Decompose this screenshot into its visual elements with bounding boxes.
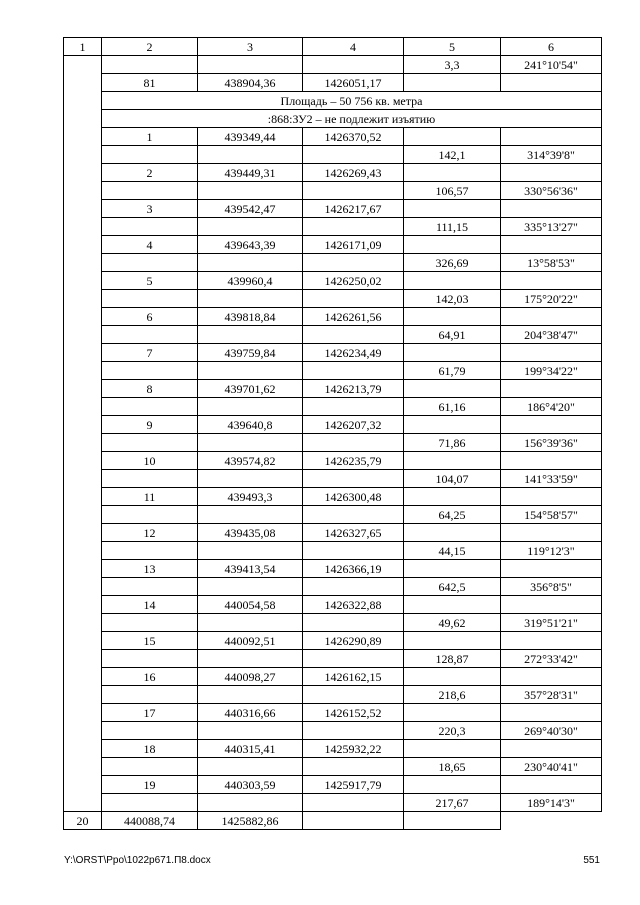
point-number-cell: 18 — [102, 740, 198, 758]
area-row — [64, 92, 602, 110]
point-row — [64, 812, 602, 830]
point-row — [64, 452, 602, 470]
empty-cell — [404, 524, 501, 542]
angle-cell: 199°34'22" — [501, 362, 602, 380]
empty-cell — [102, 326, 198, 344]
empty-cell — [102, 56, 198, 74]
segment-row — [64, 506, 602, 524]
x-coordinate-cell: 439542,47 — [198, 200, 303, 218]
empty-cell — [303, 290, 404, 308]
segment-row — [64, 362, 602, 380]
segment-row — [64, 182, 602, 200]
empty-cell — [404, 632, 501, 650]
x-coordinate-cell: 439435,08 — [198, 524, 303, 542]
angle-cell: 189°14'3" — [501, 794, 602, 812]
empty-cell — [102, 182, 198, 200]
empty-cell — [102, 614, 198, 632]
y-coordinate-cell: 1426235,79 — [303, 452, 404, 470]
empty-cell — [102, 290, 198, 308]
x-coordinate-cell: 438904,36 — [198, 74, 303, 92]
empty-cell — [404, 272, 501, 290]
empty-cell — [501, 704, 602, 722]
y-coordinate-cell: 1426300,48 — [303, 488, 404, 506]
empty-cell — [303, 542, 404, 560]
y-coordinate-cell: 1426162,15 — [303, 668, 404, 686]
y-coordinate-cell: 1426217,67 — [303, 200, 404, 218]
empty-cell — [404, 74, 501, 92]
empty-cell — [303, 506, 404, 524]
segment-row — [64, 470, 602, 488]
y-coordinate-cell: 1426261,56 — [303, 308, 404, 326]
empty-cell — [102, 722, 198, 740]
y-coordinate-cell: 1425882,86 — [198, 812, 303, 830]
empty-cell — [501, 128, 602, 146]
distance-cell: 64,25 — [404, 506, 501, 524]
angle-cell: 356°8'5" — [501, 578, 602, 596]
empty-cell — [198, 56, 303, 74]
segment-row — [64, 542, 602, 560]
y-coordinate-cell: 1426234,49 — [303, 344, 404, 362]
empty-cell — [198, 506, 303, 524]
angle-cell: 314°39'8" — [501, 146, 602, 164]
empty-cell — [198, 398, 303, 416]
y-coordinate-cell: 1426322,88 — [303, 596, 404, 614]
empty-cell — [102, 686, 198, 704]
y-coordinate-cell: 1426171,09 — [303, 236, 404, 254]
point-number-cell: 12 — [102, 524, 198, 542]
empty-cell — [404, 488, 501, 506]
empty-cell — [501, 416, 602, 434]
empty-cell — [303, 434, 404, 452]
empty-cell — [501, 740, 602, 758]
empty-cell — [501, 776, 602, 794]
segment-row — [64, 434, 602, 452]
empty-cell — [198, 578, 303, 596]
empty-cell — [303, 56, 404, 74]
distance-cell: 128,87 — [404, 650, 501, 668]
empty-cell — [102, 650, 198, 668]
x-coordinate-cell: 439960,4 — [198, 272, 303, 290]
empty-cell — [198, 722, 303, 740]
table-body — [64, 38, 602, 830]
x-coordinate-cell: 439349,44 — [198, 128, 303, 146]
point-number-cell: 17 — [102, 704, 198, 722]
point-row — [64, 236, 602, 254]
empty-cell — [501, 668, 602, 686]
empty-cell — [303, 218, 404, 236]
distance-cell: 642,5 — [404, 578, 501, 596]
empty-cell — [404, 452, 501, 470]
empty-cell — [102, 506, 198, 524]
footer-file-path: Y:\ORST\Ppo\1022p671.П8.docx — [64, 855, 211, 866]
header-cell-3: 3 — [198, 38, 303, 56]
segment-row — [64, 650, 602, 668]
segment-row — [64, 578, 602, 596]
empty-cell — [404, 776, 501, 794]
distance-cell: 18,65 — [404, 758, 501, 776]
distance-cell: 61,16 — [404, 398, 501, 416]
empty-cell — [404, 560, 501, 578]
empty-cell — [501, 560, 602, 578]
point-number-cell: 14 — [102, 596, 198, 614]
y-coordinate-cell: 1425917,79 — [303, 776, 404, 794]
x-coordinate-cell: 439759,84 — [198, 344, 303, 362]
empty-cell — [501, 380, 602, 398]
point-number-cell: 6 — [102, 308, 198, 326]
empty-cell — [102, 434, 198, 452]
segment-row — [64, 290, 602, 308]
point-number-cell: 1 — [102, 128, 198, 146]
point-number-cell: 3 — [102, 200, 198, 218]
empty-cell — [404, 812, 501, 830]
x-coordinate-cell: 439643,39 — [198, 236, 303, 254]
y-coordinate-cell: 1426327,65 — [303, 524, 404, 542]
point-row — [64, 380, 602, 398]
point-number-cell: 10 — [102, 452, 198, 470]
x-coordinate-cell: 439449,31 — [198, 164, 303, 182]
empty-cell — [404, 344, 501, 362]
empty-cell — [102, 470, 198, 488]
angle-cell: 230°40'41" — [501, 758, 602, 776]
empty-cell — [198, 326, 303, 344]
point-row — [64, 272, 602, 290]
empty-cell — [501, 272, 602, 290]
empty-cell — [501, 236, 602, 254]
y-coordinate-cell: 1426269,43 — [303, 164, 404, 182]
angle-cell: 13°58'53" — [501, 254, 602, 272]
empty-cell — [303, 614, 404, 632]
angle-cell: 141°33'59" — [501, 470, 602, 488]
empty-cell — [303, 722, 404, 740]
distance-cell: 44,15 — [404, 542, 501, 560]
segment-row — [64, 146, 602, 164]
empty-cell — [102, 218, 198, 236]
point-number-cell: 5 — [102, 272, 198, 290]
x-coordinate-cell: 439640,8 — [198, 416, 303, 434]
angle-cell: 119°12'3" — [501, 542, 602, 560]
point-number-cell: 9 — [102, 416, 198, 434]
segment-row — [64, 254, 602, 272]
distance-cell: 61,79 — [404, 362, 501, 380]
angle-cell: 154°58'57" — [501, 506, 602, 524]
y-coordinate-cell: 1426152,52 — [303, 704, 404, 722]
empty-cell — [102, 146, 198, 164]
x-coordinate-cell: 439701,62 — [198, 380, 303, 398]
empty-cell — [404, 236, 501, 254]
empty-cell — [198, 146, 303, 164]
distance-cell: 111,15 — [404, 218, 501, 236]
header-cell-5: 5 — [404, 38, 501, 56]
angle-cell: 241°10'54" — [501, 56, 602, 74]
y-coordinate-cell: 1426370,52 — [303, 128, 404, 146]
point-row — [64, 632, 602, 650]
point-row — [64, 488, 602, 506]
distance-cell: 218,6 — [404, 686, 501, 704]
point-row — [64, 200, 602, 218]
point-row — [64, 776, 602, 794]
distance-cell: 49,62 — [404, 614, 501, 632]
point-number-cell: 13 — [102, 560, 198, 578]
point-row — [64, 164, 602, 182]
distance-cell: 142,1 — [404, 146, 501, 164]
empty-cell — [198, 470, 303, 488]
angle-cell: 175°20'22" — [501, 290, 602, 308]
distance-cell: 3,3 — [404, 56, 501, 74]
point-row — [64, 668, 602, 686]
x-coordinate-cell: 439493,3 — [198, 488, 303, 506]
angle-cell: 186°4'20" — [501, 398, 602, 416]
distance-cell: 106,57 — [404, 182, 501, 200]
empty-cell — [501, 632, 602, 650]
distance-cell: 71,86 — [404, 434, 501, 452]
footer-page-number: 551 — [583, 855, 600, 866]
empty-cell — [198, 686, 303, 704]
x-coordinate-cell: 440054,58 — [198, 596, 303, 614]
point-row — [64, 128, 602, 146]
empty-cell — [303, 794, 404, 812]
distance-cell: 142,03 — [404, 290, 501, 308]
section-title: :868:ЗУ2 – не подлежит изъятию — [102, 110, 602, 128]
header-row — [64, 38, 602, 56]
header-cell-1: 1 — [64, 38, 102, 56]
empty-cell — [404, 200, 501, 218]
x-coordinate-cell: 439818,84 — [198, 308, 303, 326]
segment-row — [64, 614, 602, 632]
empty-cell — [501, 524, 602, 542]
point-row — [64, 344, 602, 362]
point-row — [64, 560, 602, 578]
y-coordinate-cell: 1426051,17 — [303, 74, 404, 92]
point-number-cell: 19 — [102, 776, 198, 794]
empty-cell — [198, 254, 303, 272]
angle-cell: 204°38'47" — [501, 326, 602, 344]
empty-cell — [404, 128, 501, 146]
empty-cell — [303, 686, 404, 704]
empty-cell — [303, 470, 404, 488]
empty-cell — [102, 542, 198, 560]
segment-row — [64, 686, 602, 704]
empty-cell — [404, 308, 501, 326]
empty-cell — [198, 542, 303, 560]
point-number-cell: 81 — [102, 74, 198, 92]
point-row — [64, 524, 602, 542]
x-coordinate-cell: 440092,51 — [198, 632, 303, 650]
empty-cell — [501, 200, 602, 218]
empty-cell — [404, 164, 501, 182]
empty-cell — [102, 578, 198, 596]
y-coordinate-cell: 1426250,02 — [303, 272, 404, 290]
point-number-cell: 16 — [102, 668, 198, 686]
angle-cell: 357°28'31" — [501, 686, 602, 704]
point-number-cell: 8 — [102, 380, 198, 398]
area-text: Площадь – 50 756 кв. метра — [102, 92, 602, 110]
empty-cell — [303, 758, 404, 776]
header-cell-2: 2 — [102, 38, 198, 56]
angle-cell: 156°39'36" — [501, 434, 602, 452]
point-number-cell: 15 — [102, 632, 198, 650]
section-row — [64, 110, 602, 128]
empty-cell — [198, 758, 303, 776]
empty-cell — [501, 308, 602, 326]
empty-cell — [198, 218, 303, 236]
segment-row — [64, 758, 602, 776]
empty-cell — [501, 344, 602, 362]
empty-cell — [303, 578, 404, 596]
empty-cell — [404, 668, 501, 686]
empty-cell — [501, 164, 602, 182]
empty-cell — [102, 362, 198, 380]
point-row — [64, 596, 602, 614]
y-coordinate-cell: 1425932,22 — [303, 740, 404, 758]
empty-cell — [501, 452, 602, 470]
segment-row — [64, 794, 602, 812]
y-coordinate-cell: 1426207,32 — [303, 416, 404, 434]
angle-cell: 272°33'42" — [501, 650, 602, 668]
empty-cell — [404, 704, 501, 722]
segment-row — [64, 722, 602, 740]
y-coordinate-cell: 1426366,19 — [303, 560, 404, 578]
empty-cell — [198, 362, 303, 380]
empty-cell — [198, 290, 303, 308]
angle-cell: 319°51'21" — [501, 614, 602, 632]
empty-cell — [404, 596, 501, 614]
x-coordinate-cell: 440088,74 — [102, 812, 198, 830]
y-coordinate-cell: 1426213,79 — [303, 380, 404, 398]
empty-cell — [102, 794, 198, 812]
empty-cell — [198, 794, 303, 812]
point-number-cell: 4 — [102, 236, 198, 254]
point-row — [64, 308, 602, 326]
point-number-cell: 2 — [102, 164, 198, 182]
empty-cell — [303, 182, 404, 200]
empty-cell — [404, 740, 501, 758]
empty-cell — [501, 488, 602, 506]
y-coordinate-cell: 1426290,89 — [303, 632, 404, 650]
x-coordinate-cell: 440316,66 — [198, 704, 303, 722]
empty-cell — [303, 362, 404, 380]
point-row — [64, 704, 602, 722]
segment-row — [64, 326, 602, 344]
segment-row — [64, 56, 602, 74]
empty-cell — [102, 758, 198, 776]
angle-cell: 269°40'30" — [501, 722, 602, 740]
segment-row — [64, 398, 602, 416]
empty-cell — [198, 434, 303, 452]
point-number-cell: 20 — [64, 812, 102, 830]
merged-column-1 — [64, 56, 102, 812]
empty-cell — [198, 650, 303, 668]
empty-cell — [404, 416, 501, 434]
empty-cell — [501, 74, 602, 92]
x-coordinate-cell: 440098,27 — [198, 668, 303, 686]
x-coordinate-cell: 440315,41 — [198, 740, 303, 758]
empty-cell — [102, 254, 198, 272]
segment-row — [64, 218, 602, 236]
distance-cell: 220,3 — [404, 722, 501, 740]
empty-cell — [303, 650, 404, 668]
x-coordinate-cell: 439413,54 — [198, 560, 303, 578]
distance-cell: 217,67 — [404, 794, 501, 812]
distance-cell: 104,07 — [404, 470, 501, 488]
point-number-cell: 7 — [102, 344, 198, 362]
coordinates-table — [63, 37, 602, 830]
distance-cell: 64,91 — [404, 326, 501, 344]
x-coordinate-cell: 440303,59 — [198, 776, 303, 794]
empty-cell — [198, 614, 303, 632]
point-row — [64, 416, 602, 434]
empty-cell — [303, 146, 404, 164]
empty-cell — [198, 182, 303, 200]
empty-cell — [102, 398, 198, 416]
distance-cell: 326,69 — [404, 254, 501, 272]
angle-cell: 335°13'27" — [501, 218, 602, 236]
angle-cell: 330°56'36" — [501, 182, 602, 200]
point-number-cell: 11 — [102, 488, 198, 506]
empty-cell — [404, 380, 501, 398]
header-cell-6: 6 — [501, 38, 602, 56]
header-cell-4: 4 — [303, 38, 404, 56]
point-row — [64, 74, 602, 92]
empty-cell — [303, 326, 404, 344]
x-coordinate-cell: 439574,82 — [198, 452, 303, 470]
empty-cell — [303, 812, 404, 830]
point-row — [64, 740, 602, 758]
empty-cell — [303, 398, 404, 416]
empty-cell — [501, 596, 602, 614]
empty-cell — [303, 254, 404, 272]
